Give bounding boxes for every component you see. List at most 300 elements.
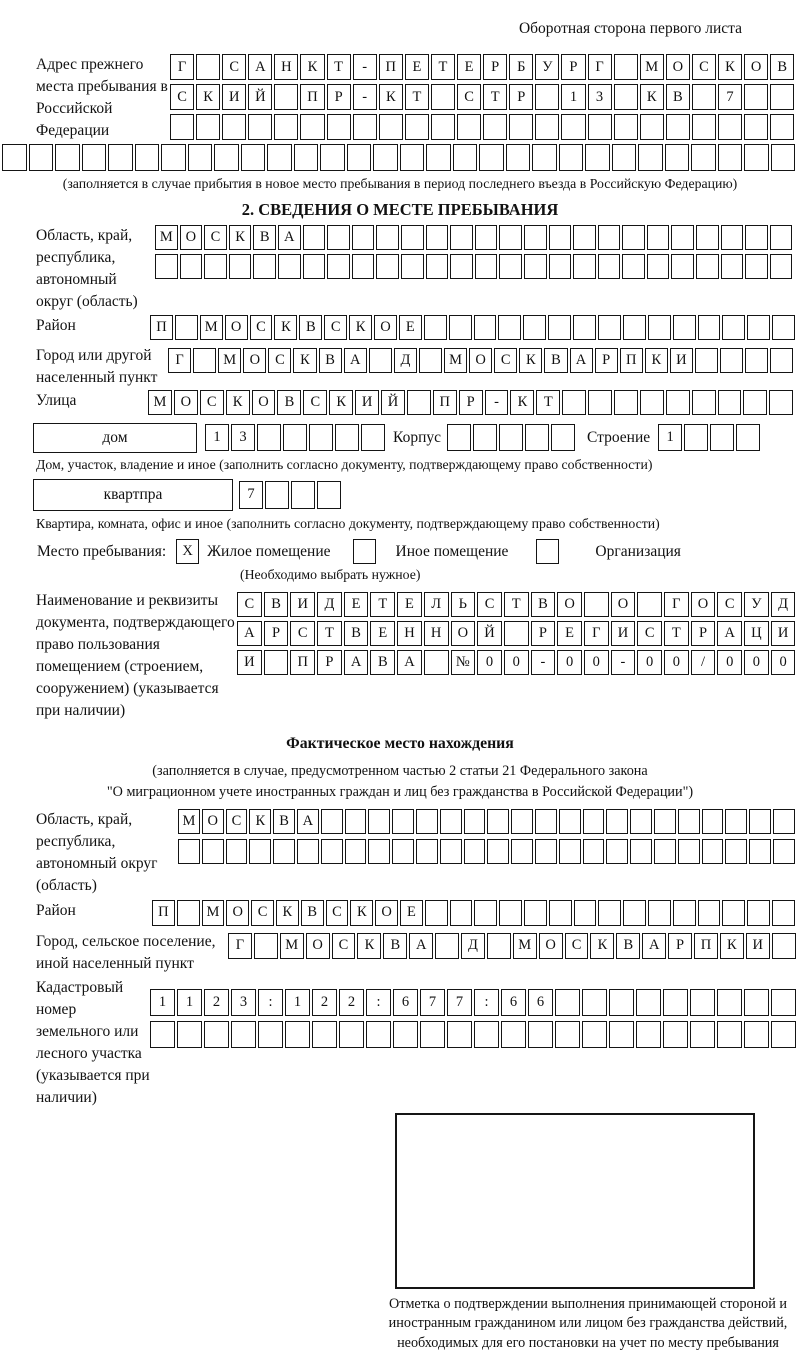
char-box[interactable]: С: [251, 900, 274, 926]
char-box[interactable]: [648, 315, 671, 340]
char-box[interactable]: Д: [461, 933, 485, 959]
char-box[interactable]: [499, 900, 522, 926]
char-box[interactable]: [440, 839, 462, 864]
char-box[interactable]: [598, 315, 621, 340]
char-box[interactable]: №: [451, 650, 476, 675]
char-box[interactable]: О: [744, 54, 768, 80]
char-box[interactable]: К: [329, 390, 353, 415]
char-box[interactable]: [663, 989, 688, 1016]
char-box[interactable]: [170, 114, 194, 140]
char-box[interactable]: К: [519, 348, 542, 373]
char-box[interactable]: О: [375, 900, 398, 926]
char-box[interactable]: [612, 144, 637, 171]
char-box[interactable]: [555, 1021, 580, 1048]
char-box[interactable]: [241, 144, 266, 171]
char-box[interactable]: Р: [459, 390, 483, 415]
char-box[interactable]: [573, 254, 596, 279]
char-box[interactable]: [450, 254, 473, 279]
char-box[interactable]: [474, 900, 497, 926]
char-box[interactable]: [654, 809, 676, 834]
char-box[interactable]: С: [268, 348, 291, 373]
char-box[interactable]: В: [319, 348, 342, 373]
char-box[interactable]: [549, 254, 572, 279]
char-box[interactable]: [561, 114, 585, 140]
char-box[interactable]: [447, 424, 471, 451]
char-box[interactable]: [606, 839, 628, 864]
char-box[interactable]: [718, 114, 742, 140]
char-box[interactable]: К: [249, 809, 271, 834]
char-box[interactable]: Р: [264, 621, 289, 646]
char-box[interactable]: К: [510, 390, 534, 415]
char-box[interactable]: [339, 1021, 364, 1048]
char-box[interactable]: [479, 144, 504, 171]
char-box[interactable]: Г: [584, 621, 609, 646]
char-box[interactable]: С: [303, 390, 327, 415]
char-box[interactable]: С: [457, 84, 481, 110]
char-box[interactable]: [483, 114, 507, 140]
char-box[interactable]: С: [290, 621, 315, 646]
char-box[interactable]: [229, 254, 252, 279]
char-box[interactable]: [654, 839, 676, 864]
char-box[interactable]: М: [218, 348, 241, 373]
char-box[interactable]: Р: [668, 933, 692, 959]
char-box[interactable]: М: [444, 348, 467, 373]
char-box[interactable]: А: [717, 621, 742, 646]
char-box[interactable]: [535, 114, 559, 140]
char-box[interactable]: [636, 989, 661, 1016]
char-box[interactable]: И: [746, 933, 770, 959]
char-box[interactable]: К: [226, 390, 250, 415]
char-box[interactable]: [155, 254, 178, 279]
char-box[interactable]: [770, 254, 793, 279]
char-box[interactable]: [135, 144, 160, 171]
char-box[interactable]: [180, 254, 203, 279]
char-box[interactable]: [353, 114, 377, 140]
char-box[interactable]: Р: [691, 621, 716, 646]
char-box[interactable]: [562, 390, 586, 415]
char-box[interactable]: /: [691, 650, 716, 675]
char-box[interactable]: [376, 225, 399, 250]
char-box[interactable]: В: [770, 54, 794, 80]
char-box[interactable]: [749, 839, 771, 864]
char-box[interactable]: [678, 839, 700, 864]
char-box[interactable]: [692, 390, 716, 415]
char-box[interactable]: 0: [557, 650, 582, 675]
char-box[interactable]: М: [148, 390, 172, 415]
char-box[interactable]: [582, 1021, 607, 1048]
char-box[interactable]: [379, 114, 403, 140]
char-box[interactable]: К: [349, 315, 372, 340]
char-box[interactable]: [718, 390, 742, 415]
char-box[interactable]: [665, 144, 690, 171]
char-box[interactable]: -: [485, 390, 509, 415]
char-box[interactable]: [614, 114, 638, 140]
char-box[interactable]: Т: [483, 84, 507, 110]
char-box[interactable]: О: [374, 315, 397, 340]
char-box[interactable]: [283, 424, 307, 451]
char-box[interactable]: [474, 1021, 499, 1048]
char-box[interactable]: -: [353, 54, 377, 80]
char-box[interactable]: О: [225, 315, 248, 340]
char-box[interactable]: 0: [477, 650, 502, 675]
char-box[interactable]: [297, 839, 319, 864]
char-box[interactable]: [393, 1021, 418, 1048]
char-box[interactable]: У: [535, 54, 559, 80]
char-box[interactable]: Т: [431, 54, 455, 80]
char-box[interactable]: [416, 839, 438, 864]
char-box[interactable]: [253, 254, 276, 279]
char-box[interactable]: [425, 900, 448, 926]
char-box[interactable]: [407, 390, 431, 415]
char-box[interactable]: [294, 144, 319, 171]
char-box[interactable]: [464, 839, 486, 864]
char-box[interactable]: [744, 114, 768, 140]
char-box[interactable]: :: [366, 989, 391, 1016]
char-box[interactable]: Е: [457, 54, 481, 80]
char-box[interactable]: [524, 900, 547, 926]
char-box[interactable]: С: [477, 592, 502, 617]
char-box[interactable]: [274, 84, 298, 110]
char-box[interactable]: [702, 809, 724, 834]
char-box[interactable]: -: [531, 650, 556, 675]
char-box[interactable]: О: [243, 348, 266, 373]
char-box[interactable]: [392, 839, 414, 864]
char-box[interactable]: [464, 809, 486, 834]
char-box[interactable]: Ь: [451, 592, 476, 617]
char-box[interactable]: С: [324, 315, 347, 340]
char-box[interactable]: К: [274, 315, 297, 340]
char-box[interactable]: [487, 809, 509, 834]
char-box[interactable]: [666, 390, 690, 415]
char-box[interactable]: 6: [501, 989, 526, 1016]
char-box[interactable]: [248, 114, 272, 140]
char-box[interactable]: :: [258, 989, 283, 1016]
char-box[interactable]: С: [226, 809, 248, 834]
char-box[interactable]: [614, 54, 638, 80]
char-box[interactable]: [770, 225, 793, 250]
char-box[interactable]: Р: [317, 650, 342, 675]
char-box[interactable]: О: [202, 809, 224, 834]
char-box[interactable]: В: [301, 900, 324, 926]
char-box[interactable]: [622, 254, 645, 279]
char-box[interactable]: [702, 839, 724, 864]
char-box[interactable]: 0: [584, 650, 609, 675]
char-box[interactable]: О: [306, 933, 330, 959]
char-box[interactable]: [267, 144, 292, 171]
char-box[interactable]: 0: [664, 650, 689, 675]
char-box[interactable]: [312, 1021, 337, 1048]
char-box[interactable]: Е: [405, 54, 429, 80]
char-box[interactable]: [214, 144, 239, 171]
char-box[interactable]: [773, 839, 795, 864]
char-box[interactable]: [771, 144, 796, 171]
char-box[interactable]: [623, 315, 646, 340]
char-box[interactable]: [368, 809, 390, 834]
char-box[interactable]: [424, 315, 447, 340]
char-box[interactable]: О: [252, 390, 276, 415]
char-box[interactable]: [638, 144, 663, 171]
char-box[interactable]: О: [226, 900, 249, 926]
char-box[interactable]: [692, 114, 716, 140]
char-box[interactable]: 1: [205, 424, 229, 451]
char-box[interactable]: 7: [239, 481, 263, 509]
char-box[interactable]: [426, 254, 449, 279]
char-box[interactable]: [559, 809, 581, 834]
char-box[interactable]: [440, 809, 462, 834]
char-box[interactable]: [278, 254, 301, 279]
char-box[interactable]: В: [383, 933, 407, 959]
char-box[interactable]: К: [720, 933, 744, 959]
char-box[interactable]: [743, 390, 767, 415]
char-box[interactable]: [535, 809, 557, 834]
char-box[interactable]: [573, 315, 596, 340]
char-box[interactable]: [457, 114, 481, 140]
char-box[interactable]: А: [297, 809, 319, 834]
char-box[interactable]: О: [611, 592, 636, 617]
char-box[interactable]: [401, 254, 424, 279]
char-box[interactable]: 2: [204, 989, 229, 1016]
char-box[interactable]: [771, 989, 796, 1016]
char-box[interactable]: [736, 424, 760, 451]
char-box[interactable]: 6: [393, 989, 418, 1016]
char-box[interactable]: Е: [344, 592, 369, 617]
char-box[interactable]: К: [229, 225, 252, 250]
char-box[interactable]: О: [691, 592, 716, 617]
char-box[interactable]: [368, 839, 390, 864]
char-box[interactable]: С: [200, 390, 224, 415]
char-box[interactable]: [647, 254, 670, 279]
char-box[interactable]: [392, 809, 414, 834]
char-box[interactable]: М: [202, 900, 225, 926]
char-box[interactable]: Г: [170, 54, 194, 80]
char-box[interactable]: [108, 144, 133, 171]
char-box[interactable]: [475, 225, 498, 250]
char-box[interactable]: Е: [370, 621, 395, 646]
char-box[interactable]: [671, 254, 694, 279]
char-box[interactable]: [506, 144, 531, 171]
char-box[interactable]: А: [344, 650, 369, 675]
char-box[interactable]: Р: [327, 84, 351, 110]
char-box[interactable]: [771, 1021, 796, 1048]
char-box[interactable]: [419, 348, 442, 373]
char-box[interactable]: Р: [561, 54, 585, 80]
char-box[interactable]: П: [620, 348, 643, 373]
char-box[interactable]: Е: [399, 315, 422, 340]
char-box[interactable]: [345, 839, 367, 864]
char-box[interactable]: [499, 225, 522, 250]
char-box[interactable]: Н: [274, 54, 298, 80]
char-box[interactable]: [698, 315, 721, 340]
char-box[interactable]: [196, 54, 220, 80]
char-box[interactable]: [300, 114, 324, 140]
char-box[interactable]: [695, 348, 718, 373]
char-box[interactable]: [188, 144, 213, 171]
char-box[interactable]: [420, 1021, 445, 1048]
char-box[interactable]: [549, 225, 572, 250]
char-box[interactable]: 0: [744, 650, 769, 675]
kvartira-widebox[interactable]: квартпра: [33, 479, 233, 511]
char-box[interactable]: С: [250, 315, 273, 340]
char-box[interactable]: К: [300, 54, 324, 80]
char-box[interactable]: [524, 254, 547, 279]
char-box[interactable]: К: [590, 933, 614, 959]
char-box[interactable]: [177, 1021, 202, 1048]
char-box[interactable]: [630, 839, 652, 864]
char-box[interactable]: [450, 225, 473, 250]
char-box[interactable]: Ц: [744, 621, 769, 646]
char-box[interactable]: [747, 315, 770, 340]
char-box[interactable]: [321, 839, 343, 864]
char-box[interactable]: В: [531, 592, 556, 617]
char-box[interactable]: С: [332, 933, 356, 959]
char-box[interactable]: [431, 84, 455, 110]
char-box[interactable]: И: [237, 650, 262, 675]
char-box[interactable]: А: [397, 650, 422, 675]
char-box[interactable]: 1: [561, 84, 585, 110]
org-checkbox[interactable]: [536, 539, 559, 564]
char-box[interactable]: [2, 144, 27, 171]
char-box[interactable]: [317, 481, 341, 509]
char-box[interactable]: 3: [231, 424, 255, 451]
char-box[interactable]: [450, 900, 473, 926]
char-box[interactable]: [772, 900, 795, 926]
char-box[interactable]: [718, 144, 743, 171]
char-box[interactable]: [717, 989, 742, 1016]
char-box[interactable]: К: [196, 84, 220, 110]
char-box[interactable]: Р: [595, 348, 618, 373]
char-box[interactable]: :: [474, 989, 499, 1016]
char-box[interactable]: Н: [397, 621, 422, 646]
char-box[interactable]: Т: [405, 84, 429, 110]
char-box[interactable]: Т: [370, 592, 395, 617]
char-box[interactable]: 2: [339, 989, 364, 1016]
char-box[interactable]: [744, 144, 769, 171]
char-box[interactable]: [614, 390, 638, 415]
char-box[interactable]: [710, 424, 734, 451]
char-box[interactable]: [424, 650, 449, 675]
char-box[interactable]: С: [204, 225, 227, 250]
char-box[interactable]: [548, 315, 571, 340]
char-box[interactable]: П: [150, 315, 173, 340]
char-box[interactable]: [745, 225, 768, 250]
char-box[interactable]: [249, 839, 271, 864]
char-box[interactable]: [449, 315, 472, 340]
char-box[interactable]: Й: [248, 84, 272, 110]
char-box[interactable]: Е: [557, 621, 582, 646]
char-box[interactable]: А: [248, 54, 272, 80]
char-box[interactable]: [426, 225, 449, 250]
char-box[interactable]: И: [222, 84, 246, 110]
char-box[interactable]: С: [717, 592, 742, 617]
char-box[interactable]: [369, 348, 392, 373]
char-box[interactable]: [598, 225, 621, 250]
char-box[interactable]: 7: [447, 989, 472, 1016]
char-box[interactable]: [401, 225, 424, 250]
char-box[interactable]: [684, 424, 708, 451]
char-box[interactable]: 2: [312, 989, 337, 1016]
char-box[interactable]: [226, 839, 248, 864]
char-box[interactable]: [291, 481, 315, 509]
char-box[interactable]: [744, 989, 769, 1016]
char-box[interactable]: [535, 84, 559, 110]
char-box[interactable]: [721, 225, 744, 250]
char-box[interactable]: П: [152, 900, 175, 926]
char-box[interactable]: 1: [658, 424, 682, 451]
char-box[interactable]: 7: [420, 989, 445, 1016]
char-box[interactable]: Е: [397, 592, 422, 617]
char-box[interactable]: [583, 839, 605, 864]
char-box[interactable]: [721, 254, 744, 279]
char-box[interactable]: [222, 114, 246, 140]
char-box[interactable]: [551, 424, 575, 451]
char-box[interactable]: [525, 424, 549, 451]
char-box[interactable]: [511, 809, 533, 834]
char-box[interactable]: [588, 114, 612, 140]
char-box[interactable]: [745, 348, 768, 373]
dom-widebox[interactable]: дом: [33, 423, 197, 453]
char-box[interactable]: [285, 1021, 310, 1048]
char-box[interactable]: С: [222, 54, 246, 80]
char-box[interactable]: [504, 621, 529, 646]
char-box[interactable]: [692, 84, 716, 110]
char-box[interactable]: -: [353, 84, 377, 110]
char-box[interactable]: [55, 144, 80, 171]
char-box[interactable]: [769, 390, 793, 415]
char-box[interactable]: П: [433, 390, 457, 415]
char-box[interactable]: О: [180, 225, 203, 250]
char-box[interactable]: В: [370, 650, 395, 675]
char-box[interactable]: [722, 900, 745, 926]
char-box[interactable]: [770, 84, 794, 110]
char-box[interactable]: [582, 989, 607, 1016]
char-box[interactable]: [327, 225, 350, 250]
char-box[interactable]: Р: [531, 621, 556, 646]
char-box[interactable]: [574, 900, 597, 926]
char-box[interactable]: [231, 1021, 256, 1048]
char-box[interactable]: [773, 809, 795, 834]
char-box[interactable]: [622, 225, 645, 250]
char-box[interactable]: И: [670, 348, 693, 373]
char-box[interactable]: А: [642, 933, 666, 959]
char-box[interactable]: [573, 225, 596, 250]
char-box[interactable]: [82, 144, 107, 171]
char-box[interactable]: 3: [231, 989, 256, 1016]
char-box[interactable]: [609, 1021, 634, 1048]
char-box[interactable]: [509, 114, 533, 140]
char-box[interactable]: [647, 225, 670, 250]
char-box[interactable]: [749, 809, 771, 834]
char-box[interactable]: П: [290, 650, 315, 675]
char-box[interactable]: [327, 114, 351, 140]
char-box[interactable]: [637, 592, 662, 617]
char-box[interactable]: [487, 933, 511, 959]
char-box[interactable]: [150, 1021, 175, 1048]
char-box[interactable]: [528, 1021, 553, 1048]
char-box[interactable]: [193, 348, 216, 373]
char-box[interactable]: К: [350, 900, 373, 926]
char-box[interactable]: А: [278, 225, 301, 250]
char-box[interactable]: [487, 839, 509, 864]
char-box[interactable]: [598, 900, 621, 926]
char-box[interactable]: О: [451, 621, 476, 646]
char-box[interactable]: [583, 809, 605, 834]
char-box[interactable]: [511, 839, 533, 864]
char-box[interactable]: [373, 144, 398, 171]
char-box[interactable]: С: [326, 900, 349, 926]
char-box[interactable]: [447, 1021, 472, 1048]
char-box[interactable]: И: [771, 621, 796, 646]
char-box[interactable]: 0: [771, 650, 796, 675]
